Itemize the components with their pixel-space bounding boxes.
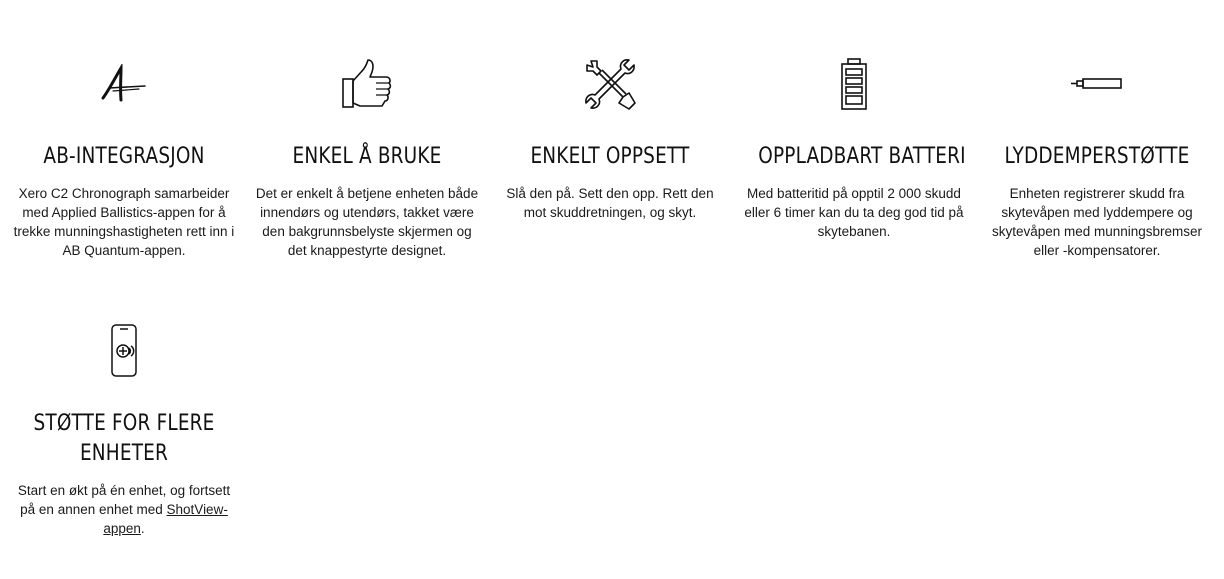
description-text: .	[140, 521, 145, 536]
feature-title: LYDDEMPERSTØTTE	[1004, 144, 1190, 169]
feature-title	[28, 409, 220, 469]
phone-sync-icon	[10, 323, 238, 379]
feature-description	[10, 481, 238, 538]
description-text: Start en økt på én enhet, og fortsett på en annen enhet med	[17, 483, 231, 517]
feature-title: OPPLADBART BATTERI	[758, 144, 966, 169]
feature-title-line: ENHETER	[79, 441, 169, 466]
thumbs-up-icon	[253, 56, 481, 112]
ab-logo-icon	[10, 56, 238, 112]
feature-ab-integration	[10, 56, 238, 260]
battery-icon	[740, 56, 968, 112]
suppressor-icon	[983, 56, 1211, 112]
feature-rechargeable-battery	[740, 56, 968, 241]
feature-description: Det er enkelt å betjene enheten både innendørs og utendørs, takket være den bakgrunnsbelyste skjermen og det knappestyrte designet.	[255, 186, 479, 258]
feature-description: Xero C2 Chronograph samarbeider med Applied Ballistics-appen for å trekke munningshastigheten rett inn i AB Quantum-appen.	[13, 186, 235, 258]
wrench-tools-icon	[496, 56, 724, 112]
feature-title-line: STØTTE FOR FLERE	[33, 411, 215, 436]
feature-title: ENKEL Å BRUKE	[292, 144, 442, 169]
feature-title: ENKELT OPPSETT	[530, 144, 690, 169]
feature-title: AB-INTEGRASJON	[43, 144, 205, 169]
shotview-app-link[interactable]: ShotView-appen	[103, 502, 228, 536]
feature-suppressor-support	[983, 56, 1211, 260]
feature-description: Med batteritid på opptil 2 000 skudd eller 6 timer kan du ta deg god tid på skytebanen.	[744, 186, 964, 239]
feature-multi-device-support	[10, 323, 238, 538]
feature-simple-setup	[496, 56, 724, 222]
feature-description: Enheten registrerer skudd fra skytevåpen med lyddempere og skytevåpen med munningsbremser eller -kompensatorer.	[991, 186, 1203, 258]
feature-description: Slå den på. Sett den opp. Rett den mot skuddretningen, og skyt.	[506, 186, 714, 220]
feature-easy-to-use	[253, 56, 481, 260]
